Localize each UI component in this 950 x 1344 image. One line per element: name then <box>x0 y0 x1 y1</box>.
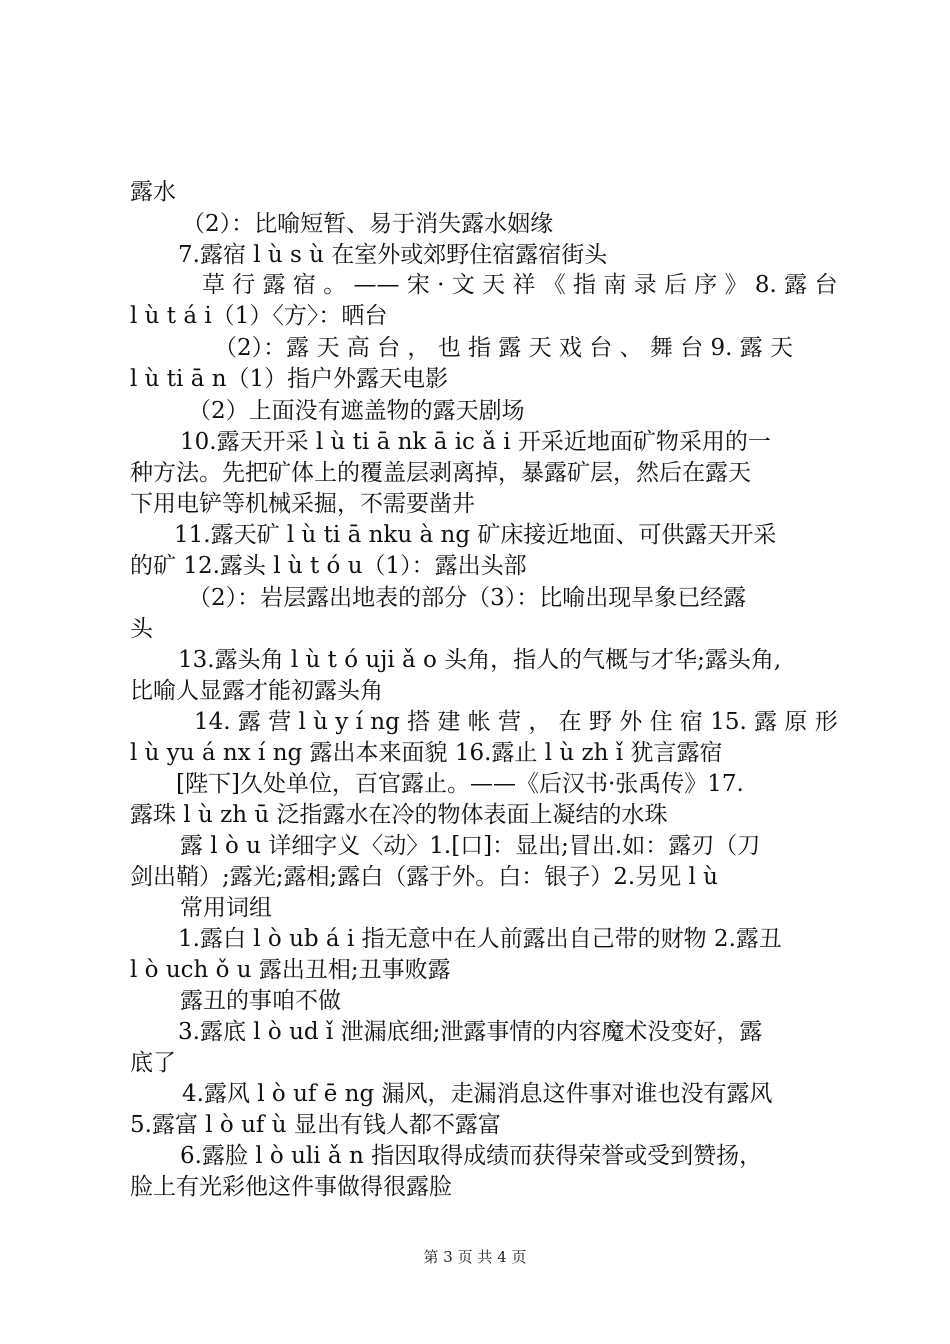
text-line: 7.露宿 l ù s ù 在室外或郊野住宿露宿街头 <box>178 242 608 268</box>
text-line: 11.露天矿 l ù ti ā nku à ng 矿床接近地面、可供露天开采 <box>174 522 777 548</box>
text-line: （2）：露 天 高 台 ， 也 指 露 天 戏 台 、 舞 台 9. 露 天 <box>214 335 794 361</box>
text-line: 下用电铲等机械采掘，不需要凿井 <box>130 491 475 517</box>
text-line: 4.露风 l ò uf ē ng 漏风，走漏消息这件事对谁也没有露风 <box>182 1081 773 1107</box>
text-line: 3.露底 l ò ud ǐ 泄漏底细;泄露事情的内容魔术没变好，露 <box>178 1019 763 1045</box>
text-line: 露珠 l ù zh ū 泛指露水在冷的物体表面上凝结的水珠 <box>130 802 668 828</box>
text-line: 剑出鞘）;露光;露相;露白（露于外。白：银子）2.另见 l ù <box>130 864 718 890</box>
text-line: l ù yu á nx í ng 露出本来面貌 16.露止 l ù zh ǐ 犹言露宿 <box>130 740 723 766</box>
text-line: 常用词组 <box>180 895 272 921</box>
text-line: 6.露脸 l ò uli ǎ n 指因取得成绩而获得荣誉或受到赞扬， <box>180 1143 763 1169</box>
text-line: 1.露白 l ò ub á i 指无意中在人前露出自己带的财物 2.露丑 <box>178 926 782 952</box>
text-line: 14. 露 营 l ù y í ng 搭 建 帐 营 ， 在 野 外 住 宿 15. 露 原 形 <box>194 709 838 735</box>
text-line: 露丑的事咱不做 <box>180 988 341 1014</box>
text-line: 脸上有光彩他这件事做得很露脸 <box>130 1174 452 1200</box>
text-line: l ù t á i（1）〈方〉：晒台 <box>130 303 388 329</box>
text-line: 种方法。先把矿体上的覆盖层剥离掉，暴露矿层，然后在露天 <box>130 460 751 486</box>
text-line: 比喻人显露才能初露头角 <box>130 678 383 704</box>
text-line: 草 行 露 宿 。 —— 宋 · 文 天 祥 《 指 南 录 后 序 》 8. 露 台 <box>202 272 838 298</box>
text-line: （2）：岩层露出地表的部分（3）：比喻出现旱象已经露 <box>188 585 747 611</box>
page-footer: 第 3 页 共 4 页 <box>423 1248 527 1266</box>
text-line: 13.露头角 l ù t ó uji ǎ o 头角，指人的气概与才华;露头角, <box>178 647 782 673</box>
text-line: l ò uch ǒ u 露出丑相;丑事败露 <box>130 957 451 983</box>
text-line: 10.露天开采 l ù ti ā nk ā ic ǎ i 开采近地面矿物采用的一 <box>180 429 771 455</box>
text-line: l ù ti ā n（1）指户外露天电影 <box>130 366 449 392</box>
text-line: 5.露富 l ò uf ù 显出有钱人都不露富 <box>130 1112 501 1138</box>
text-line: 头 <box>130 616 153 642</box>
text-line: （2）：比喻短暂、易于消失露水姻缘 <box>182 211 554 237</box>
text-line: 露 l ò u 详细字义〈动〉1.[口]：显出;冒出.如：露刃（刀 <box>180 833 761 859</box>
text-line: 露水 <box>130 179 176 205</box>
text-line: 底了 <box>130 1050 176 1076</box>
text-line: [陛下]久处单位，百官露止。——《后汉书·张禹传》17. <box>176 771 744 797</box>
text-line: 的矿 12.露头 l ù t ó u（1）：露出头部 <box>130 553 527 579</box>
text-line: （2）上面没有遮盖物的露天剧场 <box>188 398 525 424</box>
